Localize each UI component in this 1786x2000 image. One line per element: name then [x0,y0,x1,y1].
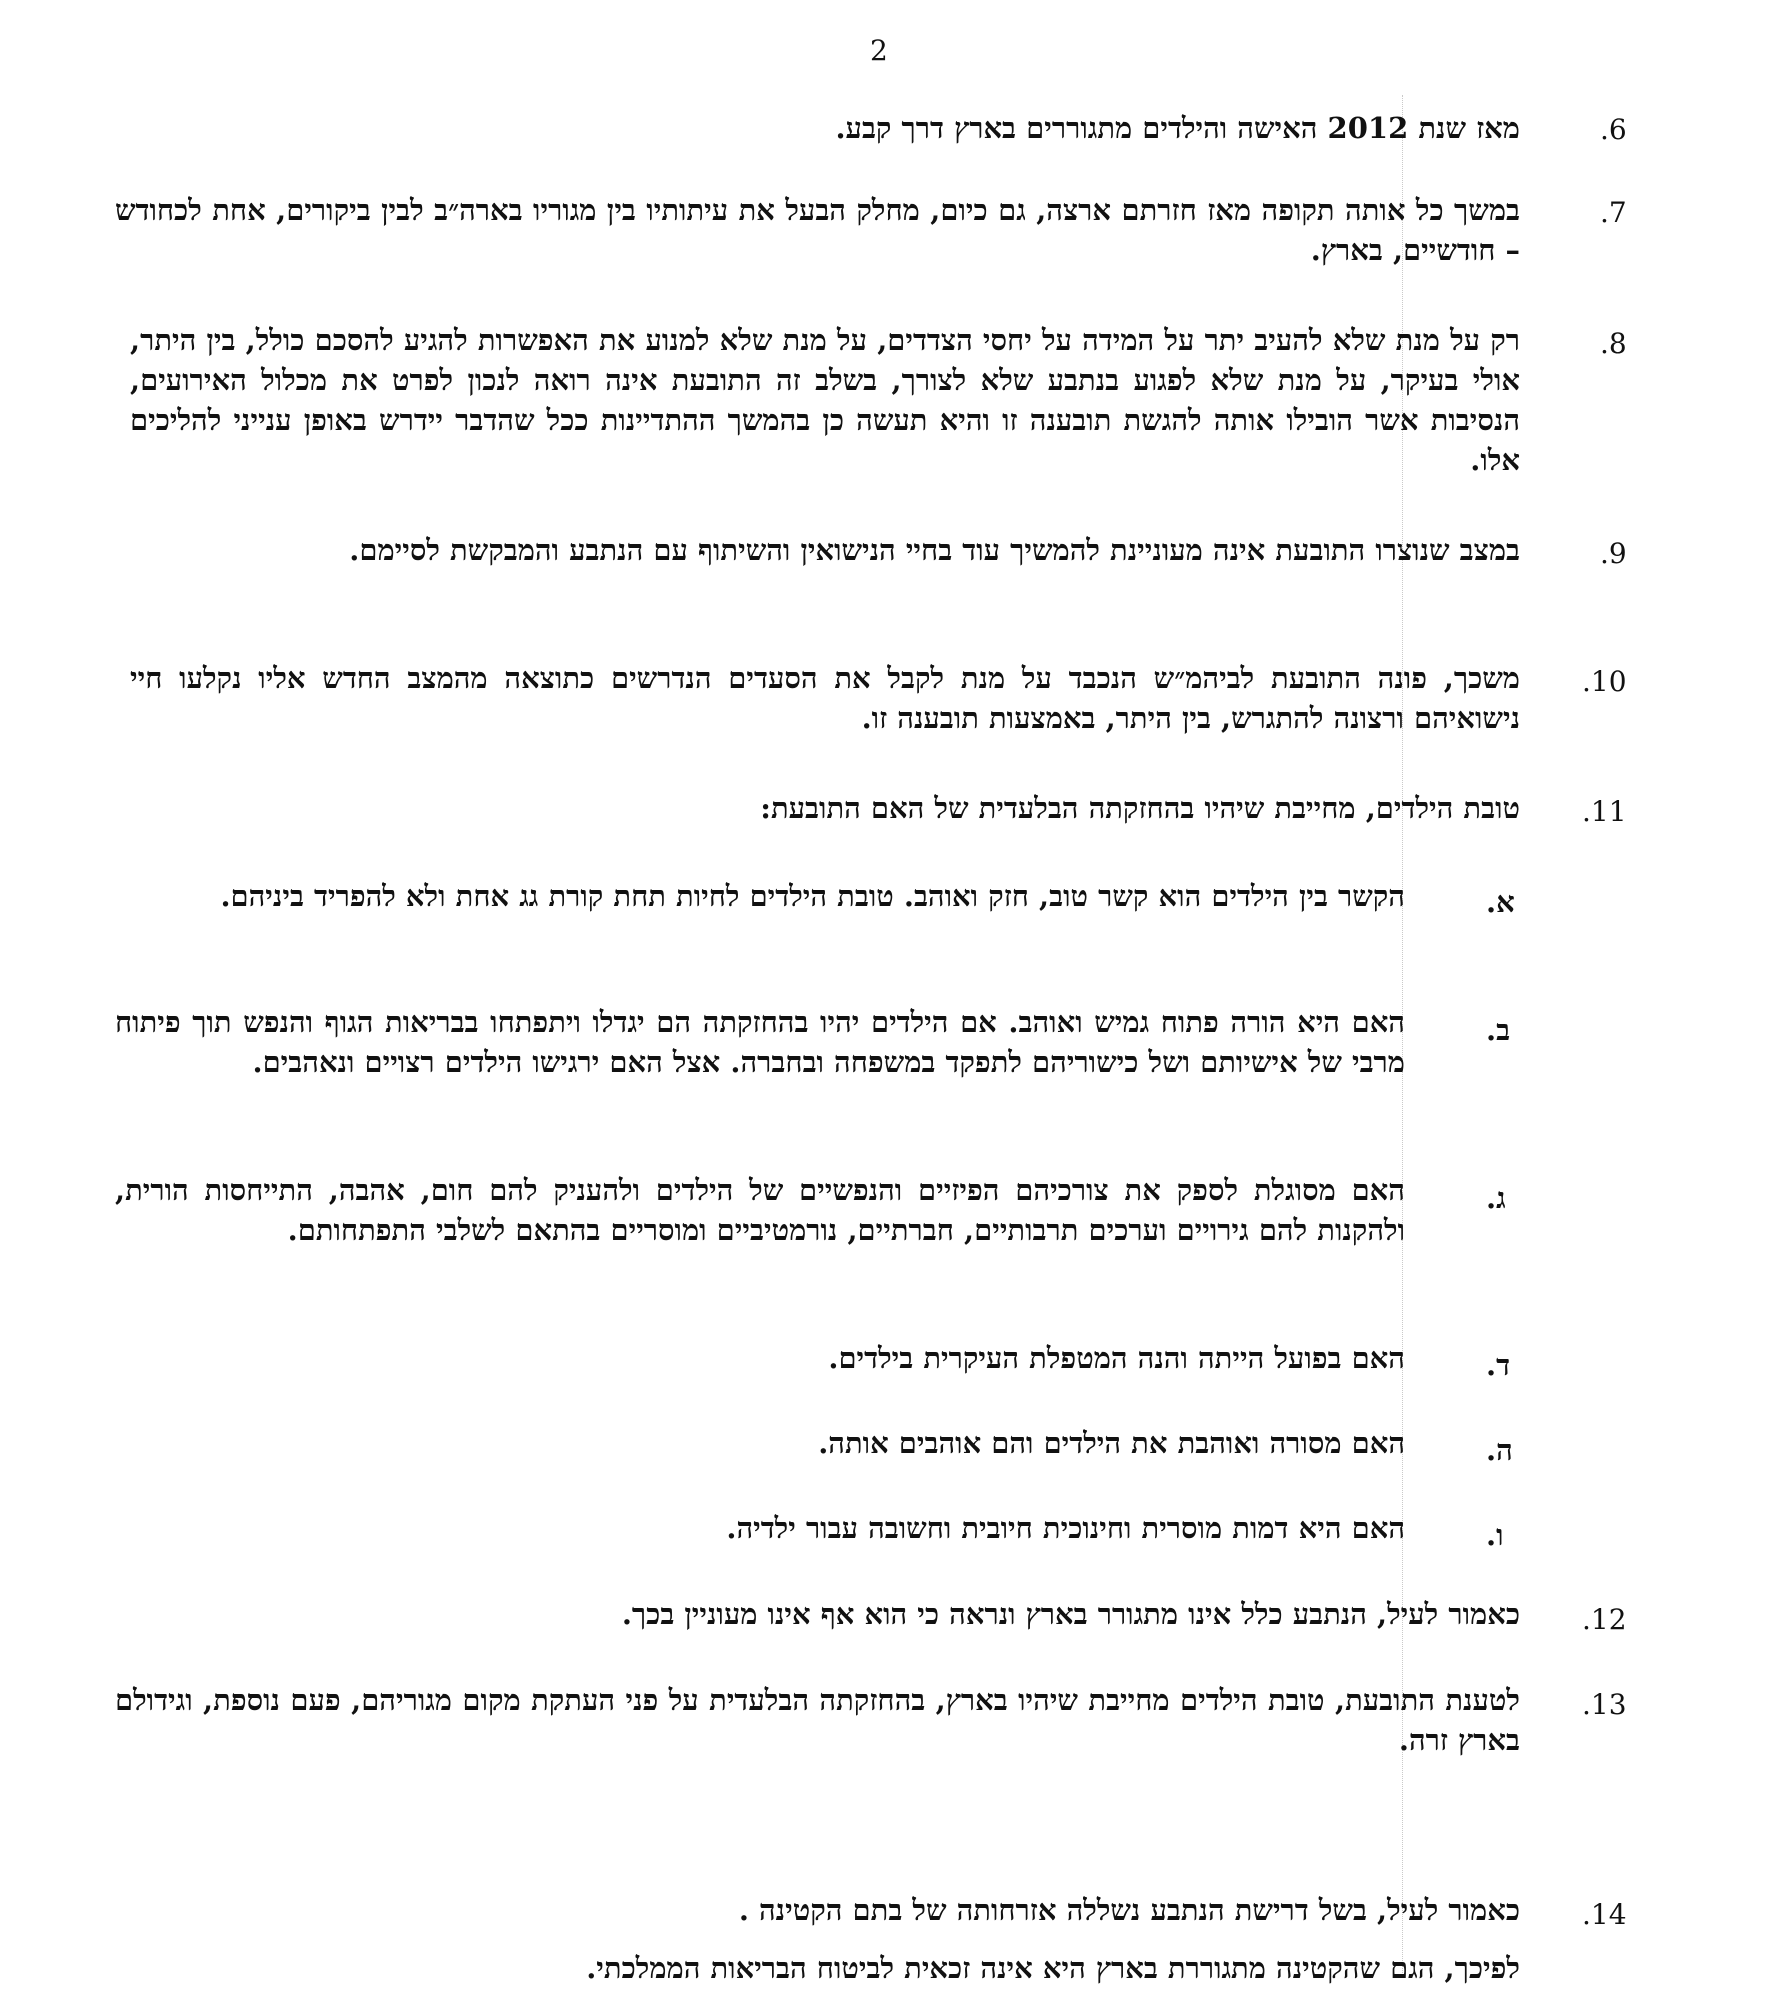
paragraph-text: טובת הילדים, מחייבת שיהיו בהחזקתה הבלעדית של האם התובעת: [760,791,1520,825]
continuation-text: לפיכך, הגם שהקטינה מתגוררת בארץ היא אינה זכאית לביטוח הבריאות הממלכתי. [586,1951,1520,1985]
sub-item-text: האם בפועל הייתה והנה המטפלת העיקרית בילדים. [828,1341,1405,1375]
paragraph-text: כאמור לעיל, הנתבע כלל אינו מתגורר בארץ ונראה כי הוא אף אינו מעוניין בכך. [621,1597,1520,1631]
paragraph-number: .7 [1600,196,1627,229]
paragraph-number: .8 [1600,327,1627,360]
paragraph-number: .6 [1600,113,1627,146]
sub-item-letter: ו. [1486,1518,1504,1552]
paragraph-text: רק על מנת שלא להעיב יתר על המידה על יחסי הצדדים, על מנת שלא למנוע את האפשרות להגיע להסכם כולל, בין היתר, אולי בעיקר, על מנת שלא לפגוע בנתבע שלא לצורך, בשלב זה התובעת אינה רואה לנכון לפרט את מכלול האירועים, הנסיבות אשר הובילו אותה להגשת תובענה זו והיא תעשה כן בהמשך ההתדיינות ככל שהדבר יידרש באופן ענייני להליכים אלו. [130,323,1520,477]
paragraph-text: במשך כל אותה תקופה מאז חזרתם ארצה, גם כיום, מחלק הבעל את עיתותיו בין מגוריו בארה״ב לבין ביקורים, אחת לכחודש – חודשיים, בארץ. [115,193,1520,267]
sub-item-letter: ה. [1486,1433,1513,1467]
sub-item-text: האם מסורה ואוהבת את הילדים והם אוהבים אותה. [818,1426,1405,1460]
paragraph-number: .10 [1582,665,1627,698]
sub-item-text: האם מסוגלת לספק את צורכיהם הפיזיים והנפשיים של הילדים ולהעניק להם חום, אהבה, התייחסות הורית, ולהקנות להם גירויים וערכים תרבותיים, חברתיים, נורמטיביים ומוסריים בהתאם לשלבי התפתחותם. [115,1173,1405,1247]
paragraph-number: .9 [1600,537,1627,570]
sub-item-letter: א. [1486,885,1515,919]
sub-item-letter: ג. [1486,1181,1506,1215]
paragraph-number: .11 [1582,795,1627,828]
paragraph-text: במצב שנוצרו התובעת אינה מעוניינת להמשיך עוד בחיי הנישואין והשיתוף עם הנתבע והמבקשת לסיימם. [349,533,1520,567]
paragraph-number: .12 [1582,1603,1627,1636]
paragraph-number: .13 [1582,1688,1627,1721]
sub-item-letter: ד. [1486,1348,1511,1382]
paragraph-text: מאז שנת 2012 האישה והילדים מתגוררים בארץ דרך קבע. [835,111,1520,145]
paragraph-text: לטענת התובעת, טובת הילדים מחייבת שיהיו בארץ, בהחזקתה הבלעדית על פני העתקת מקום מגוריהם, פעם נוספת, וגידולם בארץ זרה. [115,1683,1520,1757]
sub-item-text: הקשר בין הילדים הוא קשר טוב, חזק ואוהב. טובת הילדים לחיות תחת קורת גג אחת ולא להפריד ביניהם. [220,879,1405,913]
paragraph-number: .14 [1582,1898,1627,1931]
sub-item-letter: ב. [1486,1013,1511,1047]
paragraph-text: כאמור לעיל, בשל דרישת הנתבע נשללה אזרחותה של בתם הקטינה . [738,1893,1520,1927]
paragraph-text: משכך, פונה התובעת לביהמ״ש הנכבד על מנת לקבל את הסעדים הנדרשים כתוצאה מהמצב החדש אליו נקלעו חיי נישואיהם ורצונה להתגרש, בין היתר, באמצעות תובענה זו. [130,661,1520,735]
sub-item-text: האם היא הורה פתוח גמיש ואוהב. אם הילדים יהיו בהחזקתה הם יגדלו ויתפתחו בבריאות הגוף והנפש תוך פיתוח מרבי של אישיותם ושל כישוריהם לתפקד במשפחה ובחברה. אצל האם ירגישו הילדים רצויים ונאהבים. [115,1005,1405,1079]
page-number: 2 [870,34,888,67]
sub-item-text: האם היא דמות מוסרית וחינוכית חיובית וחשובה עבור ילדיה. [726,1511,1405,1545]
